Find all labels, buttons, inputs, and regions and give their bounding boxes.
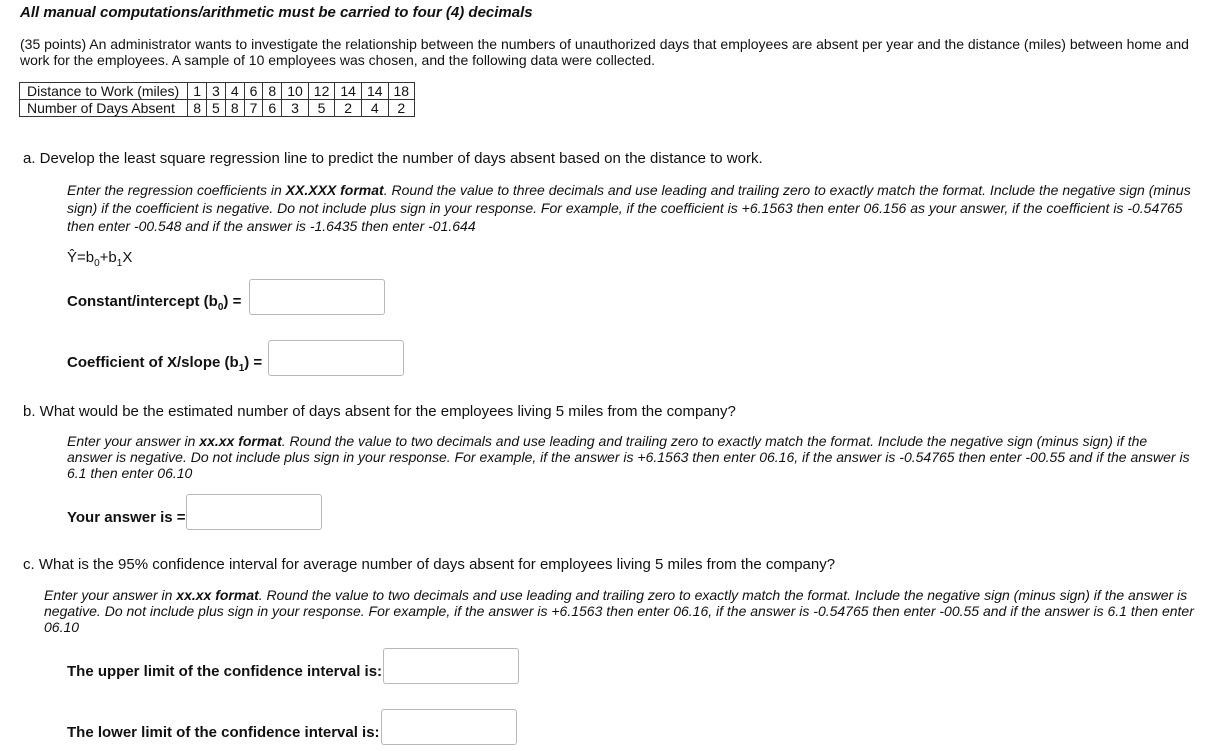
- table-cell: 4: [361, 100, 388, 117]
- instructions-a: [67, 181, 1192, 235]
- format-spec: xx.xx format: [199, 433, 282, 449]
- intercept-input[interactable]: [249, 279, 385, 315]
- format-spec: XX.XXX format: [285, 182, 384, 198]
- formula-sub: 1: [116, 258, 123, 269]
- data-table: [19, 82, 415, 117]
- label-sub: 0: [217, 302, 224, 313]
- lower-limit-label: The lower limit of the confidence interval is:: [67, 724, 380, 741]
- table-cell: 4: [225, 83, 244, 100]
- instructions-c: [44, 587, 1194, 635]
- table-cell: 8: [188, 100, 207, 117]
- label-sub: 1: [238, 363, 245, 374]
- table-cell: 2: [388, 100, 415, 117]
- instr-text: . Round the value to two decimals and use leading and trailing zero to exactly match the format. Include the negative sign (minus sign) if the answer is negative. Do not include plus sign in your response. For example, if the answer is +6.1563 then enter 06.16, if the answer is -0.54765 then enter -00.55 and if the answer is 6.1 then enter 06.10: [44, 587, 1194, 635]
- question-a: a. Develop the least square regression line to predict the number of days absent based on the distance to work.: [23, 150, 763, 167]
- formula-sub: 0: [94, 258, 100, 269]
- table-cell: 5: [308, 100, 335, 117]
- problem-intro: (35 points) An administrator wants to investigate the relationship between the numbers of unauthorized days that employees are absent per year and the distance (miles) between home and work for the employees. A sample of 10 employees was chosen, and the following data were collected.: [20, 36, 1189, 68]
- table-cell: 14: [335, 83, 362, 100]
- table-cell: 5: [207, 100, 226, 117]
- instr-text: . Round the value to three decimals and use leading and trailing zero to exactly match the format. Include the negative sign (minus sign) if the coefficient is negative. Do not include plus sign in your response. For example, if the coefficient is +6.1563 then enter 06.156 as your answer, if the coefficient is -0.54765 then enter -00.548 and if the answer is -1.6435 then enter -01.644: [67, 182, 1191, 234]
- slope-input[interactable]: [268, 340, 404, 376]
- regression-formula: [67, 249, 132, 269]
- row-header-days: Number of Days Absent: [20, 100, 188, 117]
- row-header-distance: Distance to Work (miles): [20, 83, 188, 100]
- estimate-input[interactable]: [186, 494, 322, 530]
- table-cell: 8: [225, 100, 244, 117]
- label-text: Coefficient of X/slope (b: [67, 354, 239, 371]
- table-cell: 3: [207, 83, 226, 100]
- question-c: c. What is the 95% confidence interval for average number of days absent for employees living 5 miles from the company?: [23, 556, 836, 573]
- upper-limit-input[interactable]: [383, 648, 519, 684]
- label-text: ) =: [223, 293, 242, 310]
- table-row-days: [20, 100, 415, 117]
- table-cell: 14: [361, 83, 388, 100]
- label-text: ) =: [244, 354, 263, 371]
- table-cell: 18: [388, 83, 415, 100]
- table-cell: 10: [282, 83, 309, 100]
- formula-part: +b: [99, 249, 117, 266]
- computation-note: All manual computations/arithmetic must be carried to four (4) decimals: [20, 4, 533, 21]
- lower-limit-input[interactable]: [381, 709, 517, 745]
- table-cell: 6: [263, 100, 282, 117]
- formula-part: Ŷ=b: [67, 249, 95, 266]
- slope-label: [67, 354, 262, 374]
- table-cell: 8: [263, 83, 282, 100]
- answer-label: Your answer is =: [67, 509, 186, 526]
- instr-text: . Round the value to two decimals and use leading and trailing zero to exactly match the format. Include the negative sign (minus sign) if the answer is negative. Do not include plus sign in your response. For example, if the answer is +6.1563 then enter 06.16, if the answer is -0.54765 then enter -00.55 and if the answer is 6.1 then enter 06.10: [67, 433, 1190, 481]
- upper-limit-label: The upper limit of the confidence interval is:: [67, 663, 383, 680]
- formula-part: X: [122, 249, 133, 266]
- format-spec: xx.xx format: [176, 587, 259, 603]
- instr-text: Enter your answer in: [67, 433, 200, 449]
- question-b: b. What would be the estimated number of days absent for the employees living 5 miles from the company?: [23, 403, 736, 420]
- table-cell: 12: [308, 83, 335, 100]
- intercept-label: [67, 293, 241, 313]
- instr-text: Enter your answer in: [44, 587, 177, 603]
- table-cell: 7: [244, 100, 263, 117]
- table-cell: 3: [282, 100, 309, 117]
- table-cell: 6: [244, 83, 263, 100]
- table-row-distance: [20, 83, 415, 100]
- instr-text: Enter the regression coefficients in: [67, 182, 286, 198]
- table-cell: 1: [188, 83, 207, 100]
- label-text: Constant/intercept (b: [67, 293, 218, 310]
- instructions-b: [67, 433, 1192, 481]
- table-cell: 2: [335, 100, 362, 117]
